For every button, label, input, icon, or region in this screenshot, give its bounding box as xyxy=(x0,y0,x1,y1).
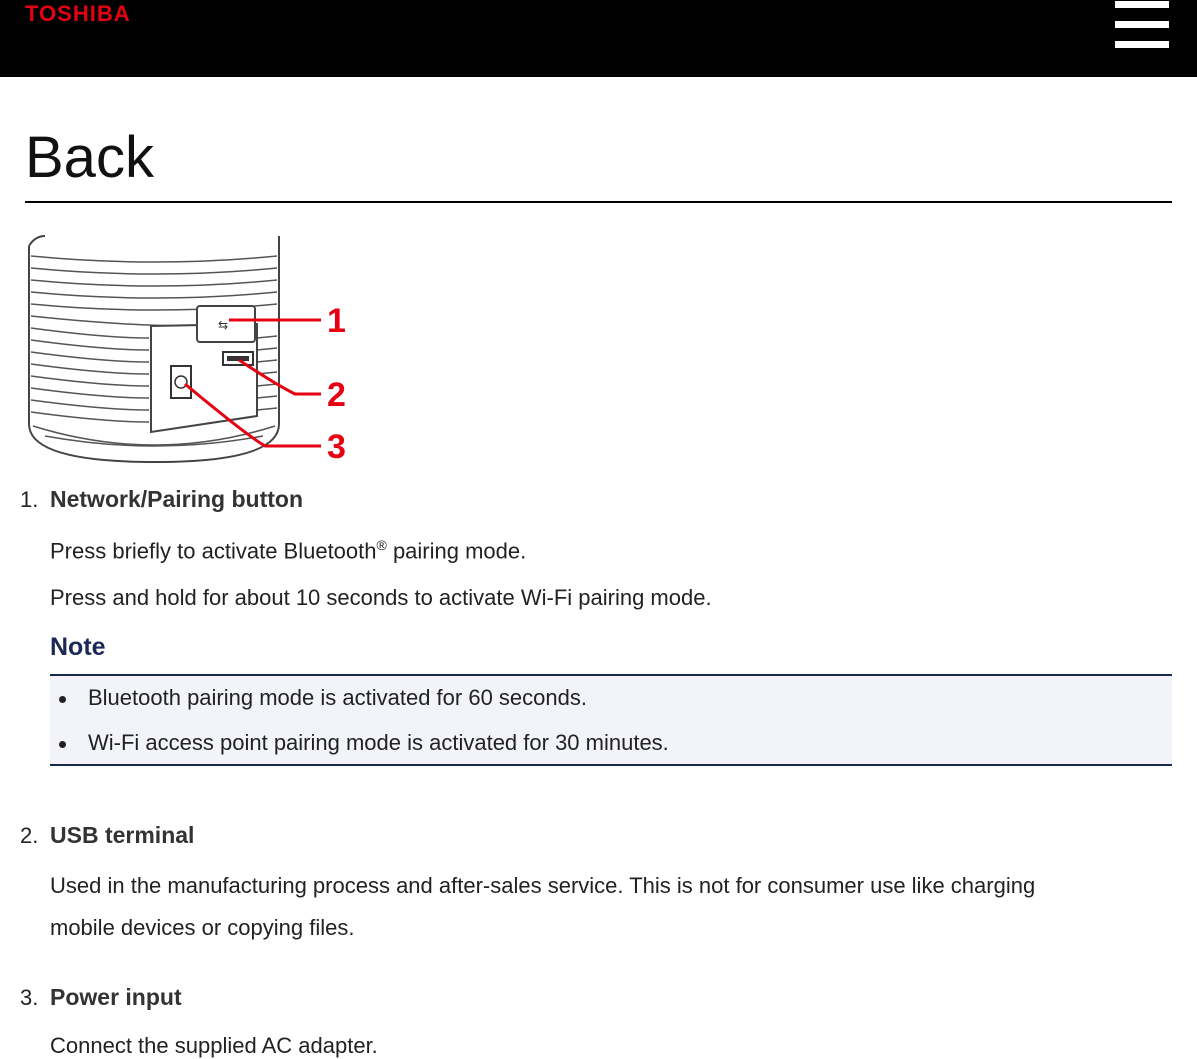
item-title: Power input xyxy=(50,984,182,1010)
note-bullet: Bluetooth pairing mode is activated for 60 seconds. xyxy=(88,685,587,710)
note-box xyxy=(50,674,1172,766)
item-number: 1. xyxy=(20,487,39,512)
menu-bar-line xyxy=(1115,41,1169,48)
registered-mark: ® xyxy=(376,537,387,553)
hamburger-menu-icon[interactable] xyxy=(1115,0,1169,50)
callout-1: 1 xyxy=(327,302,346,340)
menu-bar-line xyxy=(1115,21,1169,28)
note-label: Note xyxy=(50,633,106,661)
description-text: Press briefly to activate Bluetooth xyxy=(50,538,377,564)
item-description: mobile devices or copying files. xyxy=(50,915,355,940)
svg-text:⇆: ⇆ xyxy=(218,318,229,332)
speaker-back-diagram xyxy=(25,234,355,466)
item-number: 2. xyxy=(20,823,39,848)
item-description: Used in the manufacturing process and after-sales service. This is not for consumer use like charging xyxy=(50,873,1036,898)
item-description xyxy=(50,537,526,564)
page-title: Back xyxy=(25,125,154,190)
item-description: Connect the supplied AC adapter. xyxy=(50,1033,378,1058)
title-divider xyxy=(25,201,1172,203)
device-back-illustration xyxy=(25,234,355,466)
callout-3: 3 xyxy=(327,428,346,466)
note-bullet: Wi-Fi access point pairing mode is activated for 30 minutes. xyxy=(88,730,669,755)
description-text: pairing mode. xyxy=(386,538,527,564)
top-navigation-bar xyxy=(0,0,1197,77)
callout-2: 2 xyxy=(327,376,346,414)
menu-bar-line xyxy=(1115,1,1169,8)
item-title: USB terminal xyxy=(50,822,195,848)
item-number: 3. xyxy=(20,985,39,1010)
toshiba-logo[interactable]: TOSHIBA xyxy=(25,1,131,26)
item-title: Network/Pairing button xyxy=(50,486,303,512)
item-description: Press and hold for about 10 seconds to activate Wi-Fi pairing mode. xyxy=(50,585,712,610)
